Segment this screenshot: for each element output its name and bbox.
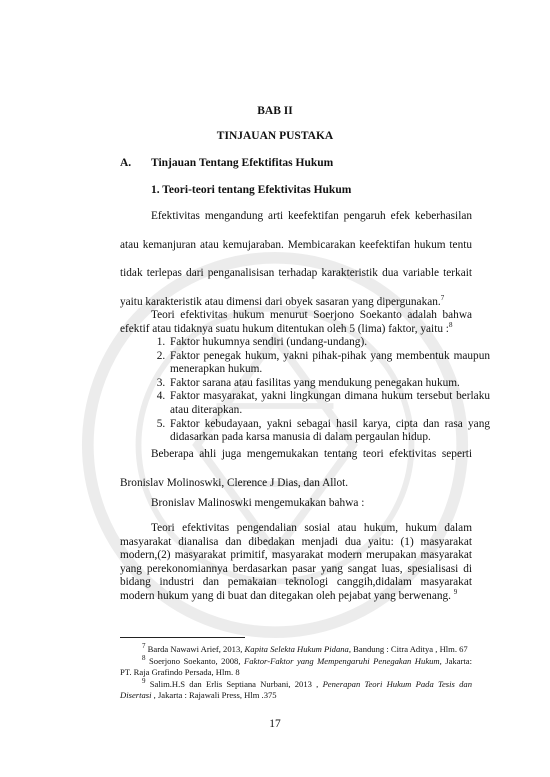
factor-list (150, 336, 490, 445)
list-item: 2. Faktor penegak hukum, yakni pihak-pihak yang membentuk maupun menerapkan hukum. (168, 350, 490, 377)
paragraph-text: Beberapa ahli juga mengemukakan tentang teori efektivitas seperti Bronislav Molinoswki, Clerence J Dias, dan Allot. (120, 448, 472, 489)
paragraph-efektivitas (120, 202, 472, 316)
paragraph-malinoswki-quote (120, 522, 472, 604)
footnote-text: Soerjono Soekanto, 2008, (149, 656, 244, 666)
footnote-ref: 7 (440, 294, 445, 303)
section-title: Tinjauan Tentang Efektifitas Hukum (151, 157, 334, 169)
footnote-number: 7 (142, 642, 146, 651)
chapter-number: BAB II (257, 105, 293, 117)
footnote-7 (120, 644, 472, 655)
footnote-title: Faktor-Faktor yang Mempengaruhi Penegakan Hukum, (243, 656, 442, 666)
footnote-separator (120, 637, 245, 638)
footnote-text: Jakarta: PT. Raja Grafindo Persada, Hlm. 8 (120, 656, 472, 677)
footnote-9 (120, 679, 472, 700)
section-heading-a (120, 157, 333, 169)
footnote-8 (120, 656, 472, 677)
chapter-title: TINJAUAN PUSTAKA (216, 130, 334, 142)
footnote-ref: 8 (448, 320, 453, 329)
subsection-title: Teori-teori tentang Efektivitas Hukum (162, 184, 352, 196)
footnote-ref: 9 (453, 588, 458, 597)
list-item: 4. Faktor masyarakat, yakni lingkungan dimana hukum tersebut berlaku atau diterapkan. (168, 390, 490, 417)
subsection-number: 1. (151, 184, 160, 196)
footnote-number: 8 (142, 654, 146, 663)
paragraph-malinoswki-intro (120, 497, 472, 509)
list-item: 1. Faktor hukumnya sendiri (undang-undang). (168, 336, 490, 350)
paragraph-text: Efektivitas mengandung arti keefektifan pengaruh efek keberhasilan atau kemanjuran atau kemujaraban. Membicarakan keefektifan hukum tentu tidak terlepas dari penganalisisan terhadap karakteristik dua variable terkait yaitu karakteristik atau dimensi dari obyek sasaran yang dipergunakan. (120, 210, 472, 308)
subsection-heading-1 (151, 184, 351, 196)
paragraph-text: Bronislav Malinoswki mengemukakan bahwa : (151, 497, 365, 509)
footnote-text: , Jakarta : Rajawali Press, Hlm .375 (151, 689, 277, 700)
page-number: 17 (269, 718, 281, 730)
paragraph-text: Teori efektivitas pengendalian sosial atau hukum, hukum dalam masyarakat dianalisa dan dibedakan menjadi dua yaitu: (1) masyarakat modern,(2) masyarakat primitif, masyarakat modern merupakan masyarakat yang perekonomiannya berdasarkan pasar yang sangat luas, spesialisasi di bidang industri dan pemakaian teknologi canggih,didalam masyarakat modern hukum yang di buat dan ditegakan oleh pejabat yang berwenang. (120, 522, 472, 602)
footnote-text: Salim.H.S dan Erlis Septiana Nurbani, 2013 , (149, 679, 323, 689)
footnote-text: , Bandung : Citra Aditya , Hlm. 67 (348, 644, 468, 654)
paragraph-soekanto (120, 309, 472, 336)
list-item: 3. Faktor sarana atau fasilitas yang mendukung penegakan hukum. (168, 377, 490, 391)
paragraph-text: Teori efektivitas hukum menurut Soerjono Soekanto adalah bahwa efektif atau tidaknya suatu hukum ditentukan oleh 5 (lima) faktor, yaitu : (120, 309, 472, 335)
section-number: A. (120, 157, 132, 169)
paragraph-beberapa-ahli (120, 440, 472, 497)
list-item: 5. Faktor kebudayaan, yakni sebagai hasil karya, cipta dan rasa yang didasarkan pada karsa manusia di dalam pergaulan hidup. (168, 418, 490, 445)
footnote-title: Penerapan Teori Hukum Pada Tesis dan Disertasi (120, 679, 472, 700)
footnote-text: Barda Nawawi Arief, 2013, (147, 644, 245, 654)
footnote-number: 9 (142, 677, 146, 686)
footnote-title: Kapita Selekta Hukum Pidana (244, 644, 349, 654)
